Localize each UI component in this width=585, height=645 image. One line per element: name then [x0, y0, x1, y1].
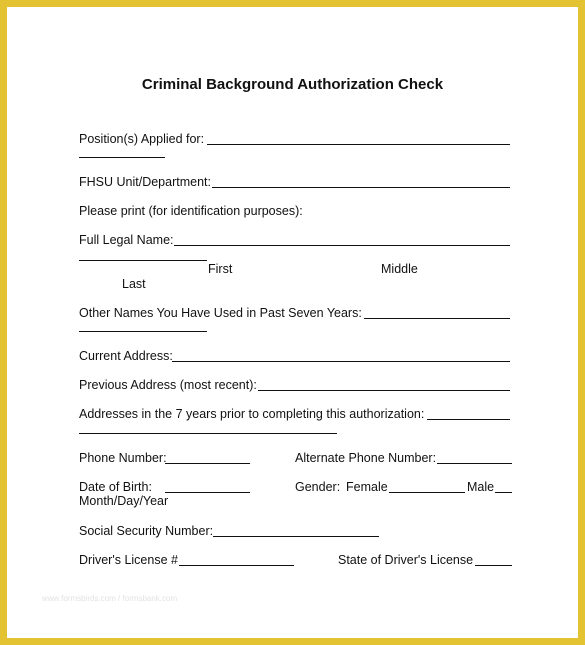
- phone-label: Phone Number:: [79, 451, 167, 465]
- position-input-line[interactable]: [207, 144, 510, 145]
- last-name-caption: Last: [122, 277, 146, 291]
- other-names-input-line[interactable]: [364, 318, 510, 319]
- license-state-input-line[interactable]: [475, 565, 512, 566]
- ssn-label: Social Security Number:: [79, 524, 214, 538]
- current-address-input-line[interactable]: [172, 361, 510, 362]
- prior-addresses-input-line-2[interactable]: [79, 433, 337, 434]
- position-input-line-2[interactable]: [79, 157, 165, 158]
- legal-name-label: Full Legal Name:: [79, 233, 174, 247]
- gender-female-input-line[interactable]: [389, 492, 465, 493]
- previous-address-input-line[interactable]: [258, 390, 510, 391]
- gender-male-label: Male: [467, 480, 495, 494]
- document-title: Criminal Background Authorization Check: [141, 76, 444, 93]
- gender-label: Gender:: [295, 480, 341, 494]
- watermark-text: www.formsbirds.com / formsbank.com: [42, 594, 178, 603]
- print-note: Please print (for identification purposes):: [79, 204, 303, 218]
- legal-name-input-line-2[interactable]: [79, 260, 207, 261]
- license-state-label: State of Driver's License: [338, 553, 474, 567]
- prior-addresses-label: Addresses in the 7 years prior to completing this authorization:: [79, 407, 425, 421]
- drivers-license-input-line[interactable]: [179, 565, 294, 566]
- ssn-input-line[interactable]: [213, 536, 379, 537]
- dob-format-caption: Month/Day/Year: [79, 494, 169, 508]
- unit-label: FHSU Unit/Department:: [79, 175, 211, 189]
- dob-label: Date of Birth:: [79, 480, 152, 494]
- other-names-label: Other Names You Have Used in Past Seven Years:: [79, 306, 362, 320]
- first-name-caption: First: [208, 262, 233, 276]
- position-label: Position(s) Applied for:: [79, 132, 205, 146]
- drivers-license-label: Driver's License #: [79, 553, 178, 567]
- previous-address-label: Previous Address (most recent):: [79, 378, 257, 392]
- middle-name-caption: Middle: [381, 262, 418, 276]
- current-address-label: Current Address:: [79, 349, 173, 363]
- alt-phone-input-line[interactable]: [437, 463, 512, 464]
- phone-input-line[interactable]: [165, 463, 250, 464]
- gender-male-input-line[interactable]: [495, 492, 512, 493]
- unit-input-line[interactable]: [212, 187, 510, 188]
- dob-input-line[interactable]: [165, 492, 250, 493]
- gender-female-label: Female: [346, 480, 388, 494]
- legal-name-input-line[interactable]: [174, 245, 510, 246]
- alt-phone-label: Alternate Phone Number:: [295, 451, 437, 465]
- prior-addresses-input-line[interactable]: [427, 419, 510, 420]
- other-names-input-line-2[interactable]: [79, 331, 207, 332]
